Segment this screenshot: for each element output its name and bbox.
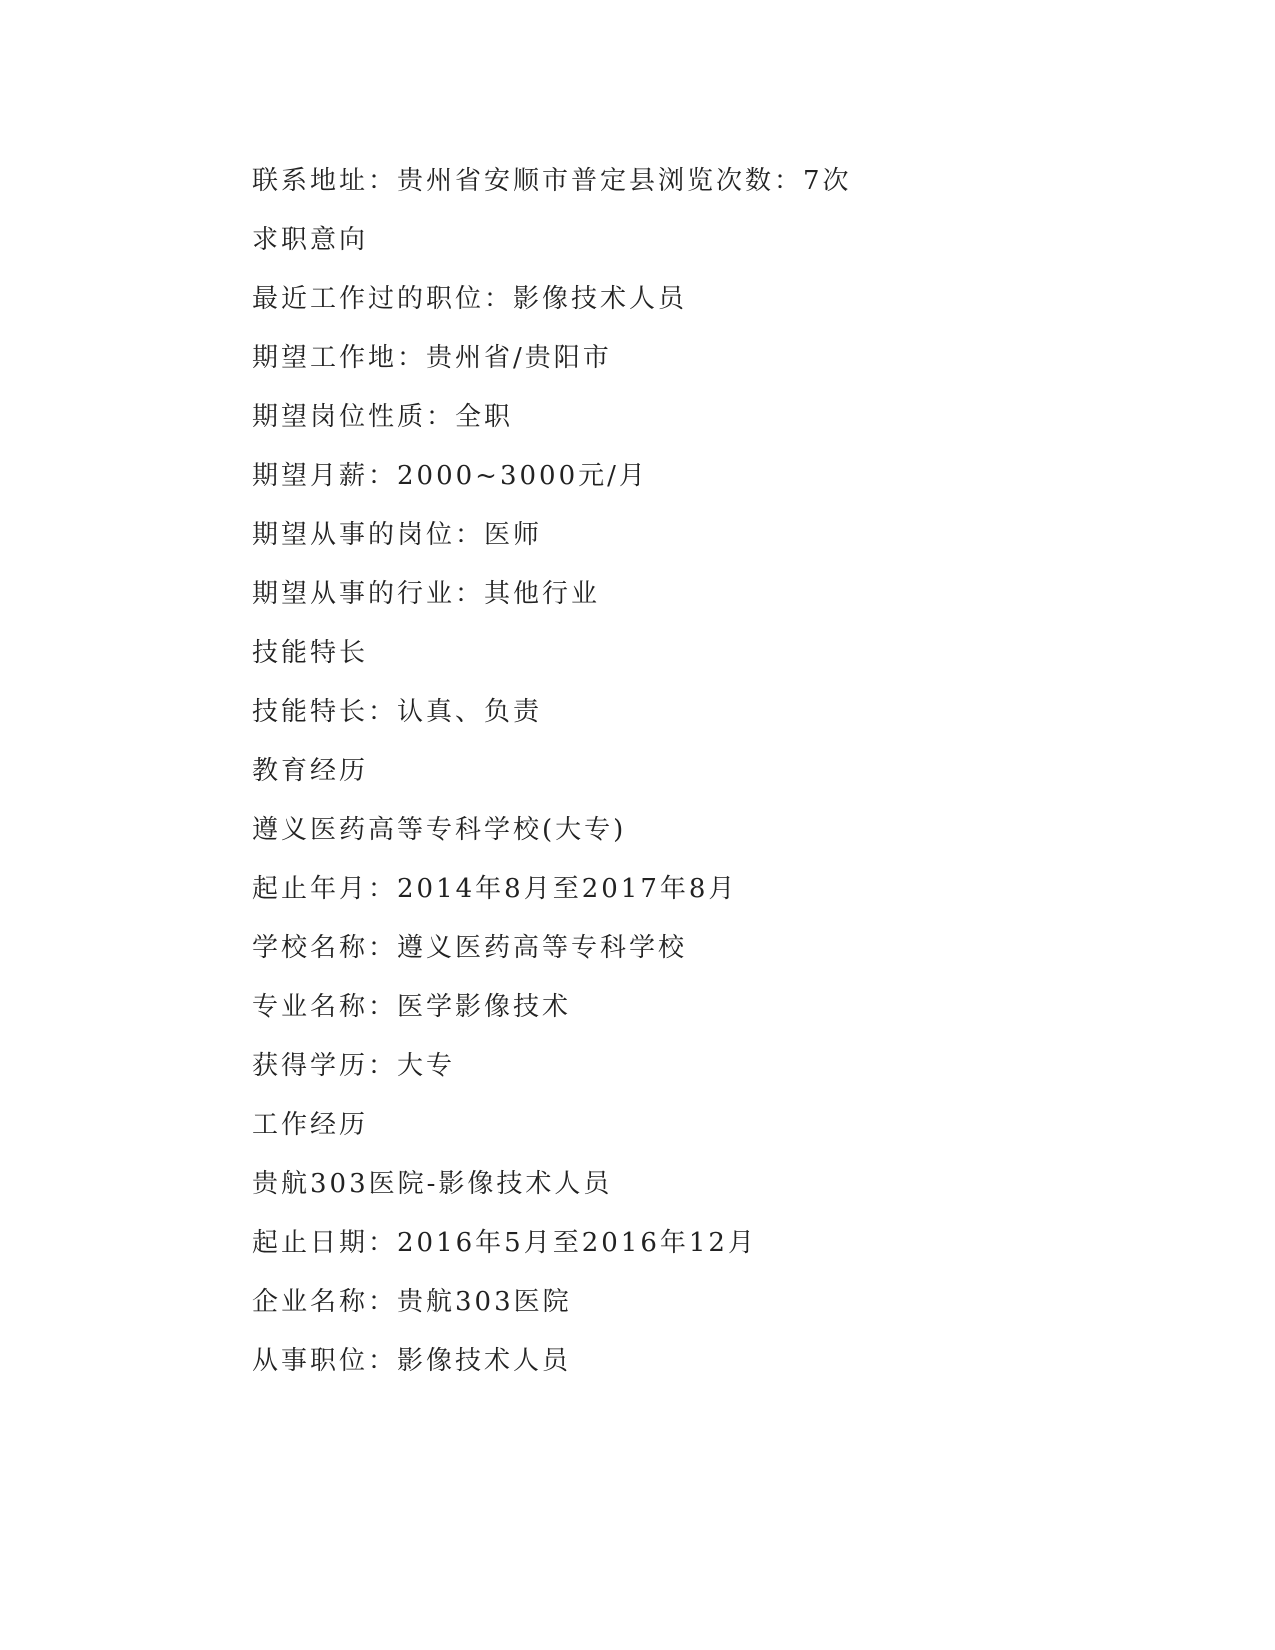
recent-position-line: 最近工作过的职位：影像技术人员 — [252, 284, 688, 314]
section-heading-education: 教育经历 — [252, 756, 369, 786]
school-name-line: 学校名称：遵义医药高等专科学校 — [252, 933, 688, 963]
skills-line: 技能特长：认真、负责 — [252, 697, 543, 727]
expected-job-type-line: 期望岗位性质：全职 — [252, 402, 514, 432]
contact-address-line: 联系地址：贵州省安顺市普定县浏览次数：7次 — [252, 166, 852, 196]
expected-location-line: 期望工作地：贵州省/贵阳市 — [252, 343, 612, 373]
expected-position-line: 期望从事的岗位：医师 — [252, 520, 543, 550]
section-heading-work: 工作经历 — [252, 1110, 369, 1140]
expected-industry-line: 期望从事的行业：其他行业 — [252, 579, 601, 609]
major-name-line: 专业名称：医学影像技术 — [252, 992, 572, 1022]
work-position-line: 从事职位：影像技术人员 — [252, 1346, 572, 1376]
work-period-line: 起止日期：2016年5月至2016年12月 — [252, 1228, 757, 1258]
expected-salary-line: 期望月薪：2000~3000元/月 — [252, 461, 648, 491]
education-period-line: 起止年月：2014年8月至2017年8月 — [252, 874, 738, 904]
section-heading-skills: 技能特长 — [252, 638, 369, 668]
education-entry-title: 遵义医药高等专科学校(大专) — [252, 815, 627, 845]
degree-line: 获得学历：大专 — [252, 1051, 456, 1081]
work-entry-title: 贵航303医院-影像技术人员 — [252, 1169, 613, 1199]
company-name-line: 企业名称：贵航303医院 — [252, 1287, 572, 1317]
document-body — [252, 158, 1052, 1397]
section-heading-job-intention: 求职意向 — [252, 225, 369, 255]
